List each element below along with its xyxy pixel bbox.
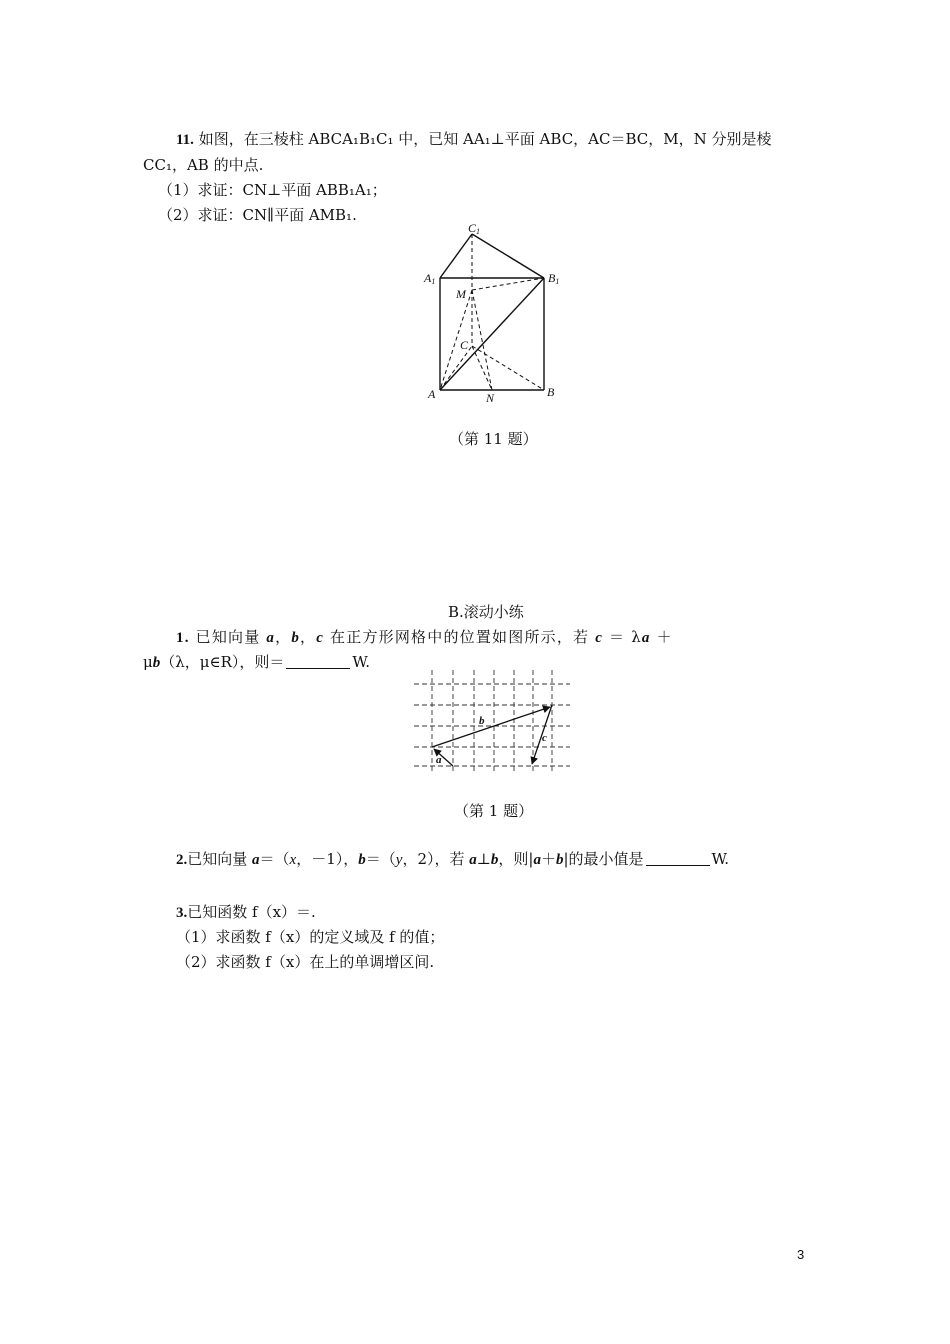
q11-stem-line1: 如图，在三棱柱 ABCA₁B₁C₁ 中，已知 AA₁⊥平面 ABC，AC＝BC，M，N 分别是棱: [198, 130, 772, 148]
label-N: N: [486, 391, 495, 405]
q2-t1: 已知向量: [187, 850, 253, 868]
q2-vec-a2: a: [469, 852, 477, 868]
q11-caption: （第 11 题）: [449, 430, 538, 448]
vec-label-c: c: [542, 732, 547, 744]
page-number: 3: [797, 1247, 805, 1262]
q11-stem-line2: CC₁，AB 的中点.: [143, 156, 264, 174]
label-A1: A1: [424, 271, 436, 286]
q1-text-a: 已知向量: [195, 628, 267, 646]
q2-number: 2.: [176, 852, 188, 868]
label-M: M: [456, 287, 466, 301]
q2-answer-blank: [646, 851, 710, 866]
q2-vec-b3: b: [555, 852, 564, 868]
q2-end: W.: [711, 850, 730, 868]
q1-vec-a: a: [266, 630, 276, 646]
q2-t3: ，－1），: [296, 850, 359, 868]
q11-line1: [176, 129, 772, 150]
q3-stem: 已知函数 f（x）＝.: [187, 903, 316, 921]
q2-t7: ，则|: [498, 850, 534, 868]
q3-part1: （1）求函数 f（x）的定义域及 f 的值；: [176, 928, 445, 946]
q3-line1: [176, 902, 316, 923]
q1-eq: ＝ λ: [603, 628, 642, 646]
q2-vec-a3: a: [533, 852, 541, 868]
q2-t5: ，2），若: [402, 850, 470, 868]
q11-number: 11.: [176, 132, 194, 148]
q1-answer-blank: [286, 654, 350, 669]
q1-text-end: W.: [352, 653, 370, 671]
label-C: C: [460, 338, 469, 352]
q1-vec-a2: a: [641, 630, 651, 646]
q1-vec-b2: b: [152, 655, 161, 671]
q3-number: 3.: [176, 905, 188, 921]
q2-t4: ＝（: [365, 850, 396, 868]
q2-vec-b2: b: [490, 852, 499, 868]
q1-text-rest: （λ，μ∈R），则＝: [160, 653, 285, 671]
q2-t9: |的最小值是: [563, 850, 644, 868]
label-A: A: [428, 387, 436, 401]
q1-vec-c: c: [316, 630, 325, 646]
q11-part1: （1）求证：CN⊥平面 ABB₁A₁；: [158, 181, 387, 199]
q11-part2: （2）求证：CN∥平面 AMB₁.: [158, 206, 357, 224]
label-B1: B1: [548, 271, 560, 286]
q1-mu: μ: [143, 653, 153, 671]
q2-line: [176, 849, 729, 870]
vec-label-b: b: [479, 715, 485, 727]
q3-part2: （2）求函数 f（x）在上的单调增区间.: [176, 953, 435, 971]
q2-vec-b: b: [358, 852, 366, 868]
vec-label-a: a: [436, 754, 442, 766]
q2-plus: ＋: [540, 850, 556, 868]
q2-t2: ＝（: [259, 850, 290, 868]
q2-perp: ⊥: [476, 850, 491, 868]
q1-vec-b: b: [291, 630, 301, 646]
q1-comma2: ，: [300, 628, 317, 646]
section-b-title: B.滚动小练: [448, 603, 524, 621]
prism-figure: [420, 218, 570, 408]
q1-vec-c2: c: [595, 630, 604, 646]
q1-line1: [176, 627, 673, 648]
q1-caption: （第 1 题）: [454, 802, 534, 820]
q1-comma1: ，: [275, 628, 292, 646]
q2-x: x: [289, 852, 297, 868]
q1-text-mid: 在正方形网格中的位置如图所示，若: [324, 628, 596, 646]
q2-vec-a: a: [252, 852, 260, 868]
vector-grid-figure: [414, 670, 570, 774]
label-C1: C1: [468, 221, 481, 236]
q1-number: 1.: [176, 630, 190, 646]
label-B: B: [547, 385, 555, 399]
q1-plus: ＋: [650, 628, 673, 646]
q1-line2: [143, 652, 370, 673]
q2-y: y: [395, 852, 403, 868]
